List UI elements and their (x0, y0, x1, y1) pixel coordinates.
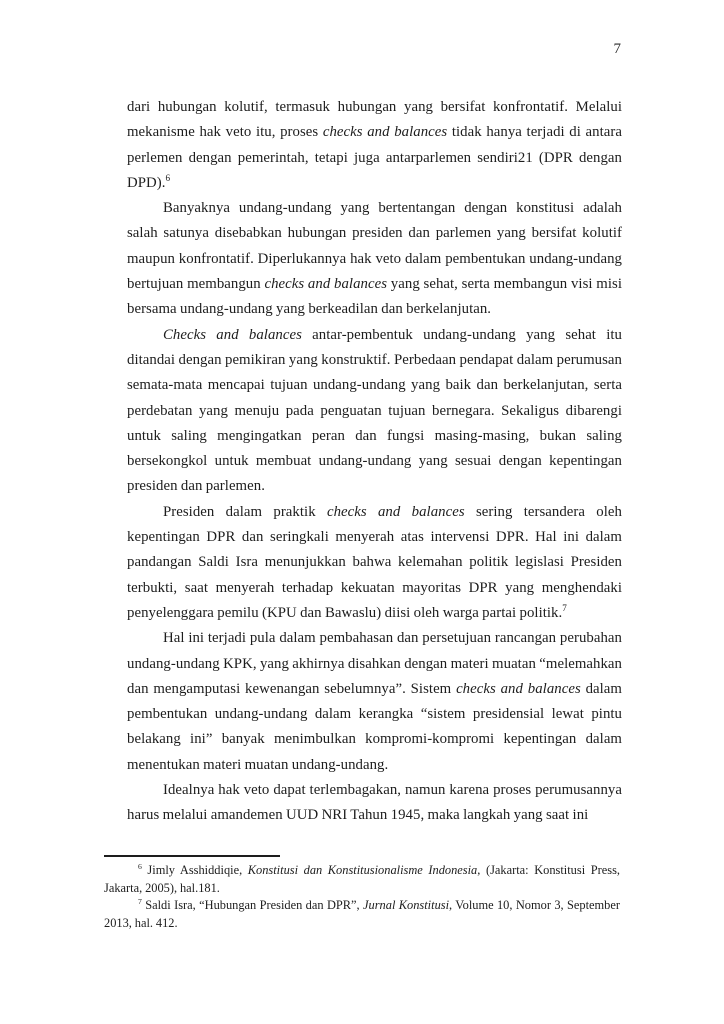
paragraph (127, 626, 622, 778)
italic-phrase: Konstitusi dan Konstitusionalisme Indonesia (247, 863, 478, 877)
text-run: Jimly Asshiddiqie, (141, 863, 248, 877)
text-run: yang sehat, serta membangun visi misi bersama undang-undang yang berkeadilan dan berkelanjutan. (127, 276, 623, 318)
italic-phrase: checks and balances (326, 503, 465, 520)
text-run: dari hubungan kolutif, termasuk hubungan yang bersifat konfrontatif. Melalui mekanisme hak veto itu, proses (127, 99, 622, 141)
text-run: Hal ini terjadi pula dalam pembahasan dan persetujuan rancangan perubahan undang-undang KPK, yang akhirnya disahkan dengan materi muatan “melemahkan dan mengamputasi kewenangan sebelumnya”. Sistem (127, 630, 622, 697)
text-run: Saldi Isra, “Hubungan Presiden dan DPR”, (141, 898, 364, 913)
text-run: Banyaknya undang-undang yang bertentangan dengan konstitusi adalah salah satunya disebabkan hubungan presiden dan parlemen yang bersifat kolutif maupun konfrontatif. Diperlukannya hak veto dalam pembentukan undang-undang bertujuan membangun (127, 200, 622, 293)
italic-phrase: checks and balances (456, 680, 581, 697)
footnote-reference: 7 (138, 897, 142, 907)
footnotes (104, 862, 620, 932)
footnote-reference: 6 (138, 861, 142, 871)
italic-phrase: checks and balances (322, 124, 448, 141)
page-number: 7 (613, 41, 621, 57)
footnote-reference: 7 (562, 603, 567, 614)
document-body (127, 95, 622, 829)
paragraph (127, 323, 622, 500)
text-run: tidak hanya terjadi di antara perlemen dengan pemerintah, tetapi juga antarparlemen sendiri21 (DPR dengan DPD). (127, 124, 622, 191)
paragraph (127, 196, 622, 322)
footnote-separator (104, 855, 280, 857)
italic-phrase: Checks and balances (163, 326, 302, 343)
footnote (104, 862, 620, 897)
paragraph (127, 500, 622, 626)
text-run: , (Jakarta: Konstitusi Press, Jakarta, 2005), hal.181. (104, 863, 620, 895)
text-run: dalam pembentukan undang-undang dalam kerangka “sistem presidensial lewat pintu belakang ini” banyak menimbulkan kompromi-kompromi kepentingan dalam menentukan materi muatan undang-undang. (127, 680, 622, 773)
text-run: Idealnya hak veto dapat terlembagakan, namun karena proses perumusannya harus melalui amandemen UUD NRI Tahun 1945, maka langkah yang saat ini (127, 782, 622, 824)
footnote-reference: 6 (165, 172, 171, 183)
italic-phrase: Jurnal Konstitusi (363, 898, 450, 913)
text-run: Presiden dalam praktik (163, 503, 327, 520)
text-run: antar-pembentuk undang-undang yang sehat itu ditandai dengan pemikiran yang konstruktif. Perbedaan pendapat dalam perumusan semata-mata mencapai tujuan undang-undang yang baik dan berkelanjutan, serta perdebatan yang menuju pada penguatan tujuan bernegara. Sekaligus dibarengi untuk saling mengingatkan peran dan fungsi masing-masing, bukan saling bersekongkol untuk membuat undang-undang yang sesuai dengan kepentingan presiden dan parlemen. (127, 326, 623, 495)
paragraph (127, 778, 622, 829)
footnote (104, 897, 620, 932)
text-run: sering tersandera oleh kepentingan DPR dan seringkali menyerah atas intervensi DPR. Hal ini dalam pandangan Saldi Isra menunjukkan bahwa kelemahan politik legislasi Presiden terbukti, saat menyerah terhadap kekuatan mayoritas DPR yang menghendaki penyelenggara pemilu (KPU dan Bawaslu) diisi oleh warga partai politik. (127, 503, 622, 621)
paragraph (127, 95, 622, 196)
italic-phrase: checks and balances (264, 276, 388, 293)
text-run: , Volume 10, Nomor 3, September 2013, hal. 412. (104, 898, 620, 930)
